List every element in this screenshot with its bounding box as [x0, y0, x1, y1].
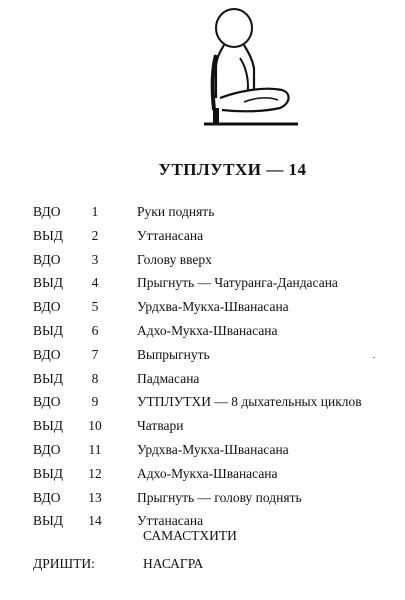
step-row: [0, 343, 405, 367]
step-row: [0, 271, 405, 295]
step-breath: ВДО: [33, 299, 61, 315]
step-row: [0, 462, 405, 486]
step-action: Урдхва-Мукха-Шванасана: [137, 299, 289, 315]
step-breath: ВДО: [33, 394, 61, 410]
step-row: [0, 248, 405, 272]
step-action: Адхо-Мукха-Шванасана: [137, 465, 278, 481]
step-number: 5: [91, 299, 99, 315]
step-action: Прыгнуть — голову поднять: [137, 489, 302, 505]
steps-list: [0, 200, 405, 533]
step-action: Голову вверх: [137, 251, 212, 267]
step-row: [0, 319, 405, 343]
step-breath: ВЫД: [33, 418, 63, 434]
step-breath: ВЫД: [33, 227, 63, 243]
step-row: [0, 367, 405, 391]
closing-pose: САМАСТХИТИ: [143, 528, 237, 543]
drishti-value: НАСАГРА: [143, 556, 204, 571]
step-breath: ВДО: [33, 204, 61, 219]
step-number: 14: [88, 513, 102, 529]
step-number: 4: [91, 275, 99, 291]
step-row: [0, 224, 405, 248]
utpluthi-pose-figure-icon: [150, 0, 310, 135]
step-number: 13: [88, 489, 102, 505]
step-breath: ВЫД: [33, 322, 63, 338]
step-breath: ВДО: [33, 346, 61, 362]
step-action: Уттанасана: [137, 227, 204, 243]
step-row: [0, 295, 405, 319]
step-number: 2: [91, 227, 99, 243]
step-row: [0, 414, 405, 438]
step-action: Урдхва-Мукха-Шванасана: [137, 441, 289, 457]
step-number: 12: [88, 465, 102, 481]
step-row: [0, 438, 405, 462]
page-title: УТПЛУТХИ — 14: [158, 160, 307, 179]
step-action: Адхо-Мукха-Шванасана: [137, 322, 278, 338]
step-breath: ВЫД: [33, 465, 63, 481]
step-number: 9: [91, 394, 99, 410]
step-action: Падмасана: [137, 370, 200, 386]
step-breath: ВДО: [33, 489, 61, 505]
step-breath: ВДО: [33, 441, 61, 457]
step-breath: ВДО: [33, 251, 61, 267]
step-number: 7: [91, 346, 99, 362]
scan-speck: [373, 357, 375, 358]
step-action: Уттанасана: [137, 513, 204, 529]
step-action: Чатвари: [137, 418, 184, 434]
step-number: 1: [91, 204, 99, 219]
step-number: 8: [91, 370, 99, 386]
step-breath: ВЫД: [33, 370, 63, 386]
step-row: [0, 200, 405, 224]
step-number: 11: [88, 441, 102, 457]
step-number: 6: [91, 322, 99, 338]
drishti-label: ДРИШТИ:: [33, 556, 95, 571]
step-action: Прыгнуть — Чатуранга-Дандасана: [137, 275, 338, 291]
step-breath: ВЫД: [33, 275, 63, 291]
step-number: 10: [88, 418, 102, 434]
step-row: [0, 486, 405, 510]
step-action: Руки поднять: [137, 204, 215, 219]
step-row: [0, 390, 405, 414]
step-action: УТПЛУТХИ — 8 дыхательных циклов: [137, 394, 362, 410]
step-number: 3: [91, 251, 99, 267]
step-breath: ВЫД: [33, 513, 63, 529]
step-action: Выпрыгнуть: [137, 346, 210, 362]
